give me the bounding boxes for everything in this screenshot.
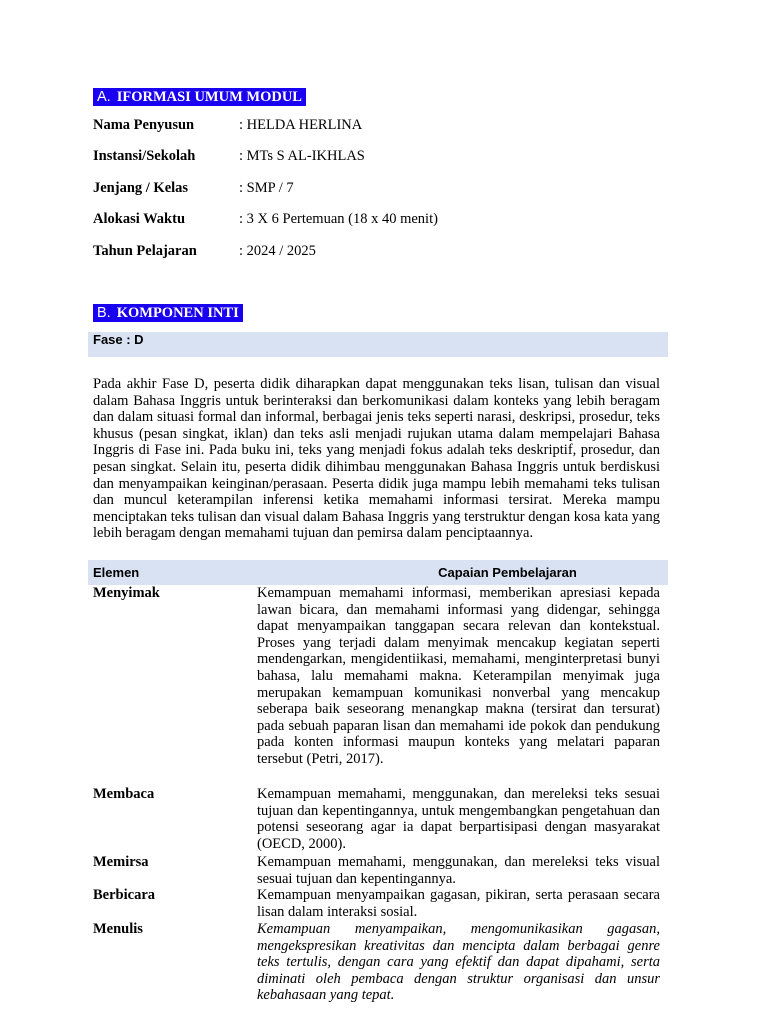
info-row-sekolah [93,147,365,165]
info-row-penyusun [93,116,362,134]
info-value: : MTs S AL-IKHLAS [239,148,365,164]
section-b-heading [93,304,243,322]
section-b-title: KOMPONEN INTI [116,305,239,321]
row-elemen-berbicara: Berbicara [93,887,156,903]
info-value: : 2024 / 2025 [239,243,316,259]
info-value: : HELDA HERLINA [239,117,363,133]
header-elemen: Elemen [93,565,140,580]
info-row-kelas [93,179,294,197]
fase-bar [88,332,668,357]
row-elemen-memirsa: Memirsa [93,854,149,870]
row-capaian-berbicara: Kemampuan menyampaikan gagasan, pikiran, serta perasaan secara lisan dalam interaksi sosial. [257,887,660,920]
row-capaian-memirsa: Kemampuan memahami, menggunakan, dan mereleksi teks visual sesuai tujuan dan kepentingannya. [257,854,660,887]
info-row-alokasi [93,210,438,228]
section-a-letter: A. [97,89,111,105]
info-label: Instansi/Sekolah [93,148,196,164]
row-capaian-menulis: Kemampuan menyampaikan, mengomunikasikan gagasan, mengekspresikan kreativitas dan mencipta dalam berbagai genre teks tertulis, dengan cara yang efektif dan dapat dipahami, serta diminati oleh pembaca dengan struktur organisasi dan unsur kebahasaan yang tepat. [257,921,660,1004]
row-elemen-menulis: Menulis [93,921,143,937]
info-label: Alokasi Waktu [93,211,186,227]
section-a-heading [93,88,306,106]
info-label: Jenjang / Kelas [93,180,189,196]
info-label: Tahun Pelajaran [93,243,197,259]
section-b-letter: B. [97,305,111,321]
info-value: : SMP / 7 [239,180,294,196]
row-elemen-menyimak: Menyimak [93,585,160,601]
section-a-title: IFORMASI UMUM MODUL [116,89,302,105]
info-label: Nama Penyusun [93,117,195,133]
fase-label: Fase : D [93,332,144,347]
row-elemen-membaca: Membaca [93,786,155,802]
table-header [88,560,668,585]
header-capaian: Capaian Pembelajaran [438,565,577,580]
row-capaian-membaca: Kemampuan memahami, menggunakan, dan mereleksi teks sesuai tujuan dan kepentingannya, untuk mengembangkan pengetahuan dan potensi seseorang agar ia dapat berpartisipasi dengan masyarakat (OECD, 2000). [257,786,660,852]
capaian-paragraph: Pada akhir Fase D, peserta didik diharapkan dapat menggunakan teks lisan, tulisan dan visual dalam Bahasa Inggris untuk berinteraksi dan berkomunikasi dalam konteks yang lebih beragam dan dalam situasi formal dan informal, berbagai jenis teks seperti narasi, deskripsi, prosedur, teks khusus (pesan singkat, iklan) dan teks asli menjadi rujukan utama dalam mempelajari Bahasa Inggris di Fase ini. Pada buku ini, teks yang menjadi fokus adalah teks deskriptif, prosedur, dan pesan singkat. Selain itu, peserta didik dihimbau menggunakan Bahasa Inggris untuk berdiskusi dan menyampaikan keinginan/perasaan. Peserta didik juga mampu lebih memahami teks tulisan dan muncul keterampilan inferensi ketika memahami informasi tersirat. Mereka mampu menciptakan teks tulisan dan visual dalam Bahasa Inggris yang terstruktur dengan kosa kata yang lebih beragam dengan memahami tujuan dan pemirsa dalam penciptaannya. [93,376,660,542]
row-capaian-menyimak: Kemampuan memahami informasi, memberikan apresiasi kepada lawan bicara, dan memahami informasi yang didengar, sehingga dapat menyampaikan tanggapan secara relevan dan kontekstual. Proses yang terjadi dalam menyimak mencakup kegiatan seperti mendengarkan, mengidentiikasi, memahami, menginterpretasi bunyi bahasa, lalu memahami makna. Keterampilan menyimak juga merupakan kemampuan komunikasi nonverbal yang mencakup seberapa baik seseorang menangkap makna (tersirat dan tersurat) pada sebuah paparan lisan dan memahami ide pokok dan pendukung pada konten informasi maupun konteks yang melatari paparan tersebut (Petri, 2017). [257,585,660,767]
info-value: : 3 X 6 Pertemuan (18 x 40 menit) [239,211,438,227]
info-row-tahun [93,242,316,260]
